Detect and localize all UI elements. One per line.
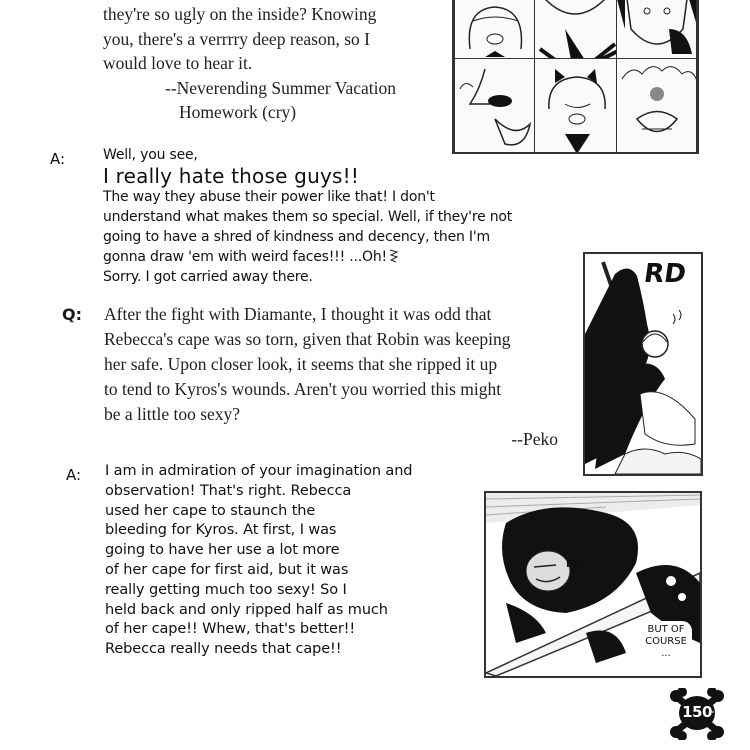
- face-cell: [616, 0, 697, 59]
- answer-line: going to have a shred of kindness and decency, then I'm: [103, 229, 490, 245]
- page-number-badge: [668, 688, 726, 740]
- question-signature: --Peko: [511, 429, 558, 449]
- face-cell: [454, 58, 535, 153]
- answer-label: A:: [66, 466, 82, 484]
- manga-panel-faces-grid: [452, 0, 699, 154]
- face-cell: [454, 0, 535, 59]
- answer-2-text: [105, 462, 485, 660]
- page-number: 150: [682, 703, 712, 721]
- answer-line: Sorry. I got carried away there.: [103, 269, 313, 285]
- face-cell: [616, 58, 697, 153]
- manga-panel-kyros-bleeding: [484, 491, 702, 678]
- question-line: be a little too sexy?: [104, 404, 241, 424]
- sfx-text: RD: [642, 259, 688, 289]
- question-signature: --Neverending Summer Vacation: [165, 77, 396, 98]
- face-cell: [534, 0, 617, 59]
- question-line: to tend to Kyros's wounds. Aren't you worried this might: [104, 379, 502, 399]
- answer-label: A:: [50, 150, 66, 168]
- question-signature-cont: Homework (cry): [179, 102, 297, 122]
- manga-panel-rebecca-kyros: [583, 252, 703, 476]
- question-line: would love to hear it.: [103, 53, 253, 73]
- question-line: her safe. Upon closer look, it seems that she ripped it up: [104, 354, 498, 374]
- answer-line: used her cape to staunch the: [105, 502, 316, 519]
- question-1-continuation: [103, 2, 443, 125]
- question-line: they're so ugly on the inside? Knowing: [103, 4, 377, 24]
- rebecca-kyros-illustration-icon: [585, 254, 701, 474]
- question-label: Q:: [62, 305, 82, 324]
- answer-line: of her cape!! Whew, that's better!!: [105, 621, 356, 638]
- question-line: After the fight with Diamante, I thought it was odd that: [104, 304, 492, 324]
- answer-line: bleeding for Kyros. At first, I was: [105, 522, 337, 539]
- speech-bubble: BUT OF COURSE ...: [640, 621, 692, 663]
- answer-line: Rebecca really needs that cape!!: [105, 641, 342, 658]
- face-bob-hair-icon: [455, 0, 535, 59]
- answer-line: observation! That's right. Rebecca: [105, 482, 352, 499]
- answer-line: really getting much too sexy! So I: [105, 581, 347, 598]
- answer-1-text: [103, 145, 603, 287]
- answer-line: held back and only ripped half as much: [105, 601, 388, 618]
- answer-intro: Well, you see,: [103, 147, 198, 163]
- answer-line: I am in admiration of your imagination and: [105, 463, 413, 479]
- answer-line: The way they abuse their power like that! I don't: [103, 189, 435, 205]
- answer-line: going to have her use a lot more: [105, 542, 340, 559]
- face-cell: [534, 58, 617, 153]
- answer-line: gonna draw 'em with weird faces!!! ...Oh!: [103, 247, 603, 267]
- answer-emphasis: I really hate those guys!!: [103, 164, 360, 188]
- question-line: you, there's a verrrry deep reason, so I: [103, 28, 371, 49]
- question-line: Rebecca's cape was so torn, given that Robin was keeping: [104, 329, 511, 349]
- question-2-text: [104, 302, 584, 452]
- surprise-zigzag-icon: [389, 249, 399, 263]
- speech-bubble: HUFF...: [565, 559, 607, 570]
- speech-bubble: HUFF...: [579, 517, 621, 528]
- answer-line: of her cape for first aid, but it was: [105, 561, 349, 578]
- answer-line: understand what makes them so special. Well, if they're not: [103, 209, 513, 225]
